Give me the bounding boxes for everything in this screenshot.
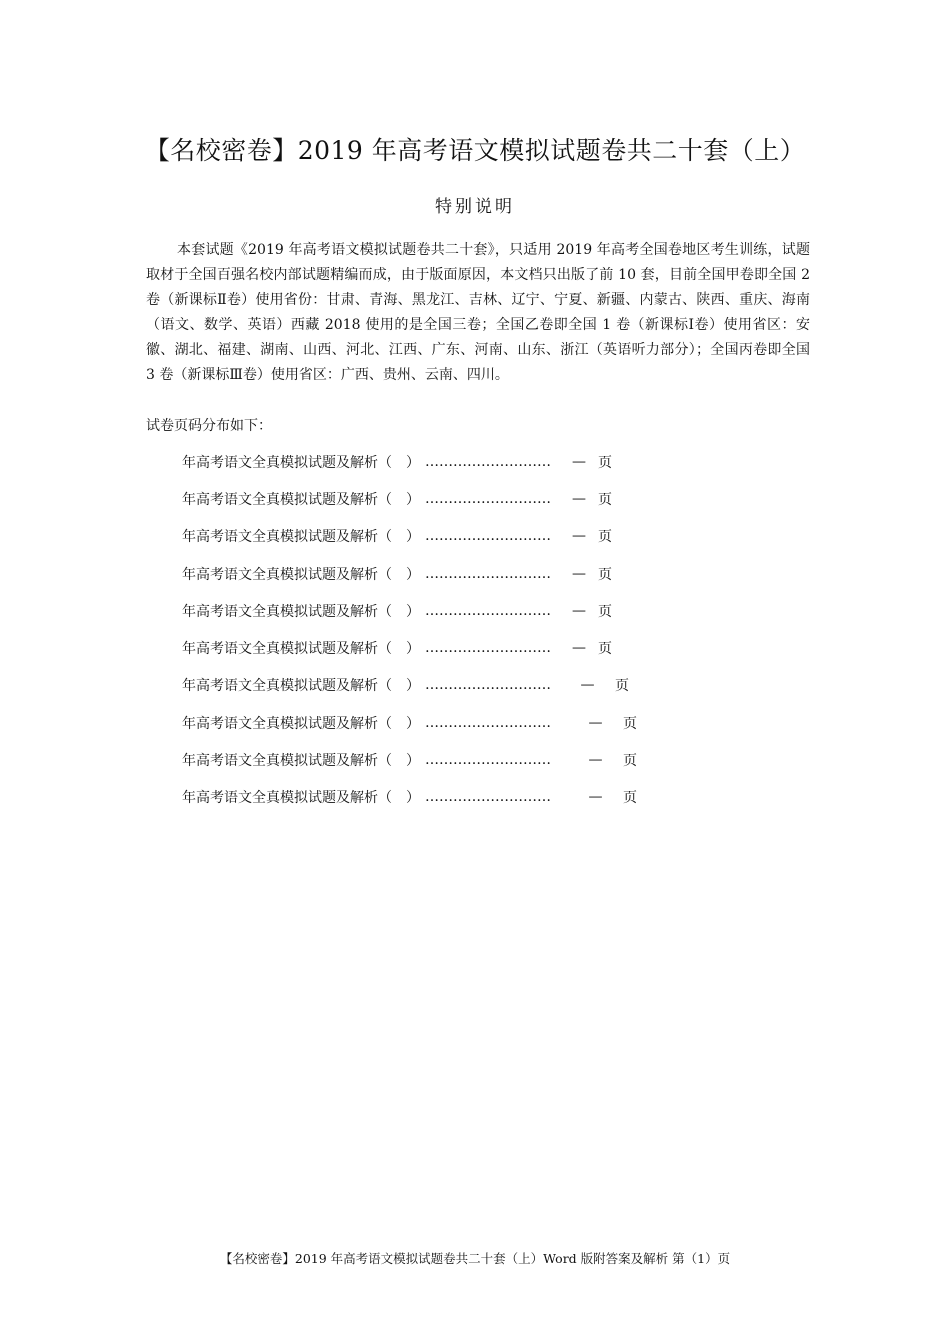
toc-dash: — [572,490,586,507]
toc-leader-dots: ……………………… [425,752,551,769]
toc-leader-dots: ……………………… [425,789,551,806]
toc-page-label: 页 [615,678,629,695]
toc-page-label: 页 [598,529,612,546]
toc-dash: — [572,528,586,545]
toc-leader-dots: ……………………… [425,490,551,507]
toc-title: 年高考语文全真模拟试题及解析（ ） [182,566,420,583]
toc-row [182,741,742,778]
toc-leader-dots: ……………………… [425,677,551,694]
toc-dash: — [572,453,586,470]
toc-title: 年高考语文全真模拟试题及解析（ ） [182,678,420,695]
toc-dash: — [572,565,586,582]
toc-page-label: 页 [623,753,637,770]
toc-page-label: 页 [598,491,612,508]
toc-page-label: 页 [623,715,637,732]
toc-title: 年高考语文全真模拟试题及解析（ ） [182,603,420,620]
toc-row [182,443,742,480]
toc-title: 年高考语文全真模拟试题及解析（ ） [182,529,420,546]
toc-dash: — [588,752,603,769]
toc-dash: — [588,789,603,806]
toc-leader-dots: ……………………… [425,528,551,545]
special-note-heading: 特别说明 [435,197,515,217]
toc-page-label: 页 [598,454,612,471]
toc-row [182,592,742,629]
toc-row [182,704,742,741]
toc-leader-dots: ……………………… [425,453,551,470]
toc-leader-dots: ……………………… [425,714,551,731]
toc-page-label: 页 [598,641,612,658]
toc-leader-dots: ……………………… [425,565,551,582]
toc-dash: — [588,714,603,731]
toc-page-label: 页 [623,790,637,807]
toc-page-label: 页 [598,566,612,583]
toc-row [182,518,742,555]
page-footer: 【名校密卷】2019 年高考语文模拟试题卷共二十套（上）Word 版附答案及解析 第（1）页 [219,1251,731,1266]
toc-row [182,555,742,592]
table-of-contents [182,443,742,816]
toc-row [182,629,742,666]
toc-dash: — [572,602,586,619]
toc-page-label: 页 [598,603,612,620]
toc-leader-dots: ……………………… [425,602,551,619]
toc-dash: — [572,640,586,657]
toc-title: 年高考语文全真模拟试题及解析（ ） [182,491,420,508]
toc-dash: — [580,677,595,694]
toc-row [182,779,742,816]
toc-row [182,667,742,704]
distribution-label: 试卷页码分布如下： [146,418,272,434]
toc-row [182,480,742,517]
toc-title: 年高考语文全真模拟试题及解析（ ） [182,454,420,471]
toc-title: 年高考语文全真模拟试题及解析（ ） [182,715,420,732]
toc-leader-dots: ……………………… [425,640,551,657]
toc-title: 年高考语文全真模拟试题及解析（ ） [182,753,420,770]
toc-title: 年高考语文全真模拟试题及解析（ ） [182,641,420,658]
intro-paragraph: 本套试题《2019 年高考语文模拟试题卷共二十套》，只适用 2019 年高考全国卷地区考生训练，试题取材于全国百强名校内部试题精编而成，由于版面原因，本文档只出版了前 10 套，目前全国甲卷即全国 2 卷（新课标Ⅱ卷）使用省份：甘肃、青海、黑龙江、吉林、辽宁、宁夏、新疆、内蒙古、陕西、重庆、海南（语文、数学、英语）西藏 2018 使用的是全国三卷；全国乙卷即全国 1 卷（新课标Ⅰ卷）使用省区：安徽、湖北、福建、湖南、山西、河北、江西、广东、河南、山东、浙江（英语听力部分）；全国丙卷即全国 3 卷（新课标Ⅲ卷）使用省区：广西、贵州、云南、四川。 [146,242,810,383]
toc-title: 年高考语文全真模拟试题及解析（ ） [182,790,420,807]
document-title: 【名校密卷】2019 年高考语文模拟试题卷共二十套（上） [144,136,806,165]
